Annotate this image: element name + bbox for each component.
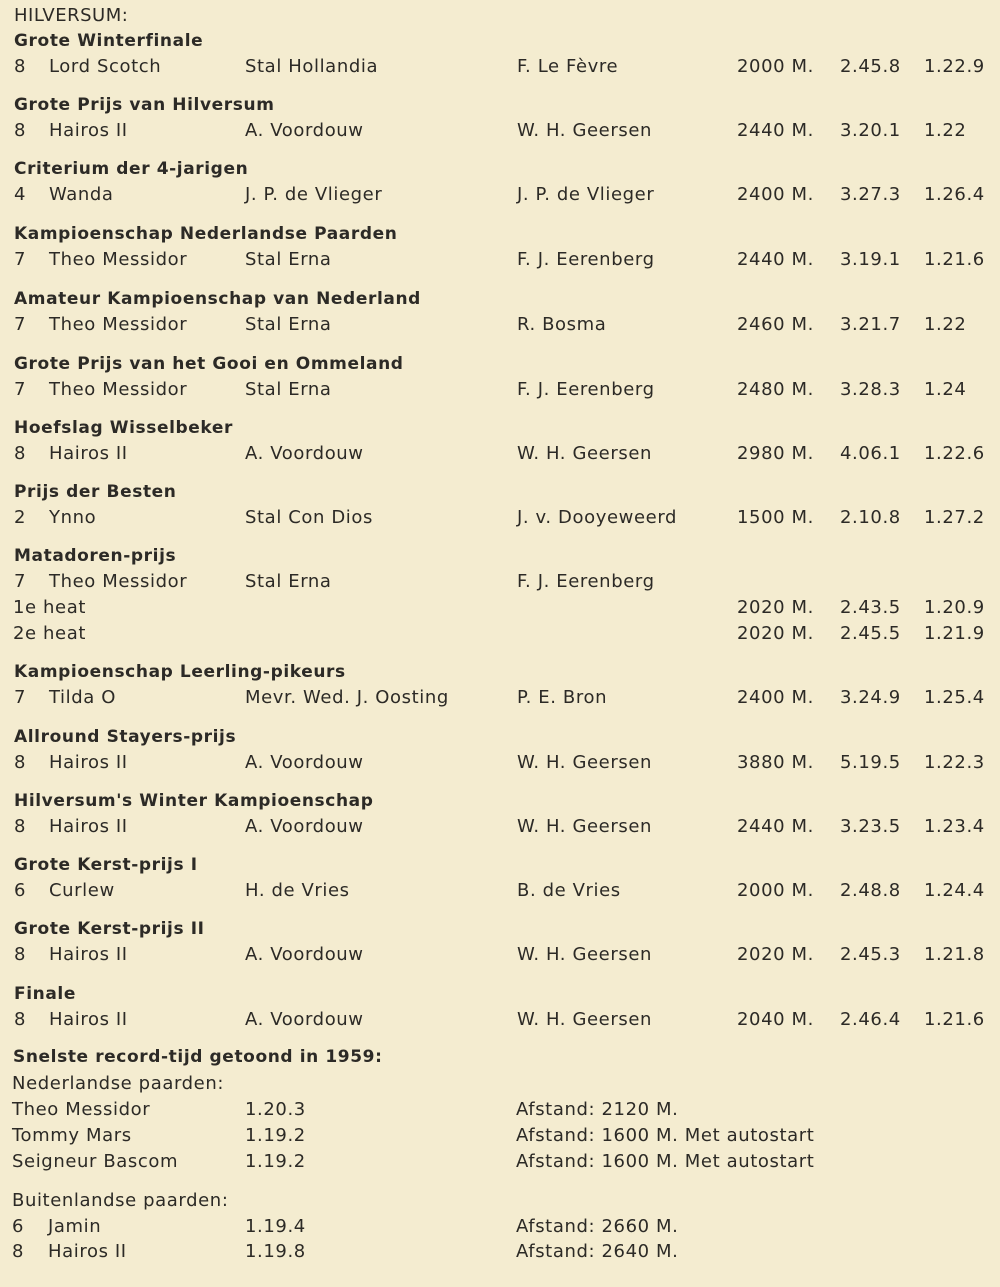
dutch-horses-label: Nederlandse paarden: bbox=[12, 1073, 225, 1094]
entry-number: 4 bbox=[14, 184, 27, 205]
entry-time: 5.19.5 bbox=[840, 752, 901, 773]
record-info: Afstand: 2660 M. bbox=[516, 1216, 679, 1237]
record-info: Afstand: 1600 M. Met autostart bbox=[516, 1151, 815, 1172]
entry-km-time: 1.21.6 bbox=[924, 1009, 985, 1030]
entry-driver: F. J. Eerenberg bbox=[517, 571, 655, 592]
race-title: Grote Kerst-prijs II bbox=[14, 919, 205, 939]
entry-distance: 2480 M. bbox=[737, 379, 814, 400]
entry-owner: Stal Hollandia bbox=[245, 56, 379, 77]
entry-owner: Stal Erna bbox=[245, 571, 332, 592]
heat-distance: 2020 M. bbox=[737, 623, 814, 644]
entry-horse: Hairos II bbox=[49, 443, 128, 464]
race-title: Kampioenschap Leerling-pikeurs bbox=[14, 662, 346, 682]
record-number: 8 bbox=[12, 1241, 25, 1262]
entry-horse: Hairos II bbox=[49, 944, 128, 965]
entry-horse: Hairos II bbox=[49, 120, 128, 141]
entry-driver: J. P. de Vlieger bbox=[517, 184, 655, 205]
race-entry bbox=[0, 249, 1000, 275]
entry-driver: B. de Vries bbox=[517, 880, 621, 901]
heat-label: 2e heat bbox=[13, 623, 87, 644]
entry-km-time: 1.26.4 bbox=[924, 184, 985, 205]
race-entry bbox=[0, 687, 1000, 713]
race-title: Hoefslag Wisselbeker bbox=[14, 418, 233, 438]
entry-owner: Stal Erna bbox=[245, 379, 332, 400]
entry-km-time: 1.25.4 bbox=[924, 687, 985, 708]
entry-time: 2.45.8 bbox=[840, 56, 901, 77]
entry-number: 7 bbox=[14, 571, 27, 592]
entry-driver: F. Le Fèvre bbox=[517, 56, 619, 77]
race-entry bbox=[0, 120, 1000, 146]
entry-horse: Curlew bbox=[49, 880, 115, 901]
record-info: Afstand: 2640 M. bbox=[516, 1241, 679, 1262]
entry-driver: J. v. Dooyeweerd bbox=[517, 507, 678, 528]
entry-number: 8 bbox=[14, 1009, 27, 1030]
record-row bbox=[0, 1151, 1000, 1177]
race-entry bbox=[0, 184, 1000, 210]
entry-distance: 2020 M. bbox=[737, 944, 814, 965]
race-title: Kampioenschap Nederlandse Paarden bbox=[14, 224, 398, 244]
heat-row bbox=[0, 597, 1000, 623]
heat-distance: 2020 M. bbox=[737, 597, 814, 618]
entry-distance: 2400 M. bbox=[737, 184, 814, 205]
entry-time: 2.45.3 bbox=[840, 944, 901, 965]
race-title: Hilversum's Winter Kampioenschap bbox=[14, 791, 374, 811]
entry-number: 7 bbox=[14, 314, 27, 335]
entry-number: 2 bbox=[14, 507, 27, 528]
race-title: Grote Prijs van het Gooi en Ommeland bbox=[14, 354, 404, 374]
entry-driver: F. J. Eerenberg bbox=[517, 379, 655, 400]
records-title: Snelste record-tijd getoond in 1959: bbox=[13, 1047, 383, 1067]
record-time: 1.19.8 bbox=[245, 1241, 306, 1262]
heat-km-time: 1.21.9 bbox=[924, 623, 985, 644]
entry-owner: Stal Erna bbox=[245, 249, 332, 270]
entry-number: 8 bbox=[14, 752, 27, 773]
entry-owner: J. P. de Vlieger bbox=[245, 184, 383, 205]
city-heading: HILVERSUM: bbox=[14, 5, 129, 26]
entry-time: 2.48.8 bbox=[840, 880, 901, 901]
record-time: 1.19.2 bbox=[245, 1151, 306, 1172]
entry-time: 2.46.4 bbox=[840, 1009, 901, 1030]
race-title: Matadoren-prijs bbox=[14, 546, 177, 566]
entry-distance: 2000 M. bbox=[737, 880, 814, 901]
entry-horse: Theo Messidor bbox=[49, 571, 188, 592]
entry-driver: W. H. Geersen bbox=[517, 1009, 652, 1030]
entry-horse: Hairos II bbox=[49, 1009, 128, 1030]
race-entry bbox=[0, 944, 1000, 970]
heat-km-time: 1.20.9 bbox=[924, 597, 985, 618]
entry-owner: Stal Erna bbox=[245, 314, 332, 335]
record-info: Afstand: 1600 M. Met autostart bbox=[516, 1125, 815, 1146]
entry-km-time: 1.22 bbox=[924, 314, 967, 335]
entry-distance: 2980 M. bbox=[737, 443, 814, 464]
entry-horse: Theo Messidor bbox=[49, 314, 188, 335]
race-entry bbox=[0, 571, 1000, 597]
entry-number: 8 bbox=[14, 443, 27, 464]
entry-km-time: 1.27.2 bbox=[924, 507, 985, 528]
entry-time: 3.28.3 bbox=[840, 379, 901, 400]
heat-time: 2.45.5 bbox=[840, 623, 901, 644]
entry-time: 3.21.7 bbox=[840, 314, 901, 335]
entry-km-time: 1.24 bbox=[924, 379, 967, 400]
entry-horse: Tilda O bbox=[49, 687, 116, 708]
heat-label: 1e heat bbox=[13, 597, 87, 618]
entry-horse: Theo Messidor bbox=[49, 379, 188, 400]
entry-owner: A. Voordouw bbox=[245, 1009, 364, 1030]
entry-distance: 2440 M. bbox=[737, 816, 814, 837]
entry-horse: Theo Messidor bbox=[49, 249, 188, 270]
entry-driver: F. J. Eerenberg bbox=[517, 249, 655, 270]
entry-km-time: 1.24.4 bbox=[924, 880, 985, 901]
entry-driver: R. Bosma bbox=[517, 314, 607, 335]
heat-time: 2.43.5 bbox=[840, 597, 901, 618]
entry-time: 4.06.1 bbox=[840, 443, 901, 464]
entry-owner: A. Voordouw bbox=[245, 944, 364, 965]
race-entry bbox=[0, 379, 1000, 405]
entry-distance: 2400 M. bbox=[737, 687, 814, 708]
entry-time: 3.20.1 bbox=[840, 120, 901, 141]
race-title: Amateur Kampioenschap van Nederland bbox=[14, 289, 421, 309]
entry-km-time: 1.21.8 bbox=[924, 944, 985, 965]
entry-driver: W. H. Geersen bbox=[517, 443, 652, 464]
entry-distance: 2460 M. bbox=[737, 314, 814, 335]
entry-distance: 2040 M. bbox=[737, 1009, 814, 1030]
record-row bbox=[0, 1216, 1000, 1242]
race-entry bbox=[0, 1009, 1000, 1035]
entry-horse: Ynno bbox=[49, 507, 97, 528]
entry-number: 8 bbox=[14, 56, 27, 77]
race-title: Criterium der 4-jarigen bbox=[14, 159, 249, 179]
entry-number: 8 bbox=[14, 816, 27, 837]
entry-owner: A. Voordouw bbox=[245, 816, 364, 837]
entry-horse: Lord Scotch bbox=[49, 56, 162, 77]
race-title: Finale bbox=[14, 984, 76, 1004]
record-row bbox=[0, 1241, 1000, 1267]
entry-distance: 3880 M. bbox=[737, 752, 814, 773]
record-time: 1.19.4 bbox=[245, 1216, 306, 1237]
record-info: Afstand: 2120 M. bbox=[516, 1099, 679, 1120]
entry-time: 3.27.3 bbox=[840, 184, 901, 205]
entry-distance: 2000 M. bbox=[737, 56, 814, 77]
entry-owner: A. Voordouw bbox=[245, 752, 364, 773]
record-time: 1.20.3 bbox=[245, 1099, 306, 1120]
entry-km-time: 1.22.6 bbox=[924, 443, 985, 464]
race-title: Allround Stayers-prijs bbox=[14, 727, 237, 747]
entry-number: 6 bbox=[14, 880, 27, 901]
entry-driver: W. H. Geersen bbox=[517, 944, 652, 965]
record-horse: Seigneur Bascom bbox=[12, 1151, 179, 1172]
entry-distance: 2440 M. bbox=[737, 120, 814, 141]
entry-owner: A. Voordouw bbox=[245, 120, 364, 141]
entry-number: 7 bbox=[14, 249, 27, 270]
entry-driver: P. E. Bron bbox=[517, 687, 608, 708]
race-title: Prijs der Besten bbox=[14, 482, 177, 502]
entry-horse: Hairos II bbox=[49, 752, 128, 773]
race-entry bbox=[0, 816, 1000, 842]
entry-number: 7 bbox=[14, 687, 27, 708]
race-title: Grote Kerst-prijs I bbox=[14, 855, 198, 875]
foreign-horses-label: Buitenlandse paarden: bbox=[12, 1190, 229, 1211]
race-entry bbox=[0, 507, 1000, 533]
entry-horse: Wanda bbox=[49, 184, 114, 205]
entry-time: 2.10.8 bbox=[840, 507, 901, 528]
entry-km-time: 1.22 bbox=[924, 120, 967, 141]
record-number: 6 bbox=[12, 1216, 25, 1237]
entry-owner: A. Voordouw bbox=[245, 443, 364, 464]
entry-number: 8 bbox=[14, 120, 27, 141]
record-horse: Tommy Mars bbox=[12, 1125, 132, 1146]
race-entry bbox=[0, 314, 1000, 340]
record-row bbox=[0, 1125, 1000, 1151]
entry-time: 3.19.1 bbox=[840, 249, 901, 270]
entry-number: 7 bbox=[14, 379, 27, 400]
entry-distance: 1500 M. bbox=[737, 507, 814, 528]
record-horse: Jamin bbox=[48, 1216, 102, 1237]
entry-driver: W. H. Geersen bbox=[517, 752, 652, 773]
entry-time: 3.24.9 bbox=[840, 687, 901, 708]
record-horse: Theo Messidor bbox=[12, 1099, 151, 1120]
race-title: Grote Winterfinale bbox=[14, 31, 204, 51]
entry-number: 8 bbox=[14, 944, 27, 965]
entry-owner: Mevr. Wed. J. Oosting bbox=[245, 687, 449, 708]
entry-km-time: 1.23.4 bbox=[924, 816, 985, 837]
race-entry bbox=[0, 752, 1000, 778]
entry-owner: Stal Con Dios bbox=[245, 507, 373, 528]
race-title: Grote Prijs van Hilversum bbox=[14, 95, 275, 115]
record-horse: Hairos II bbox=[48, 1241, 127, 1262]
entry-km-time: 1.21.6 bbox=[924, 249, 985, 270]
entry-driver: W. H. Geersen bbox=[517, 816, 652, 837]
entry-time: 3.23.5 bbox=[840, 816, 901, 837]
race-entry bbox=[0, 56, 1000, 82]
entry-km-time: 1.22.9 bbox=[924, 56, 985, 77]
heat-row bbox=[0, 623, 1000, 649]
record-row bbox=[0, 1099, 1000, 1125]
entry-km-time: 1.22.3 bbox=[924, 752, 985, 773]
entry-horse: Hairos II bbox=[49, 816, 128, 837]
entry-owner: H. de Vries bbox=[245, 880, 350, 901]
record-time: 1.19.2 bbox=[245, 1125, 306, 1146]
entry-distance: 2440 M. bbox=[737, 249, 814, 270]
race-entry bbox=[0, 880, 1000, 906]
race-entry bbox=[0, 443, 1000, 469]
entry-driver: W. H. Geersen bbox=[517, 120, 652, 141]
